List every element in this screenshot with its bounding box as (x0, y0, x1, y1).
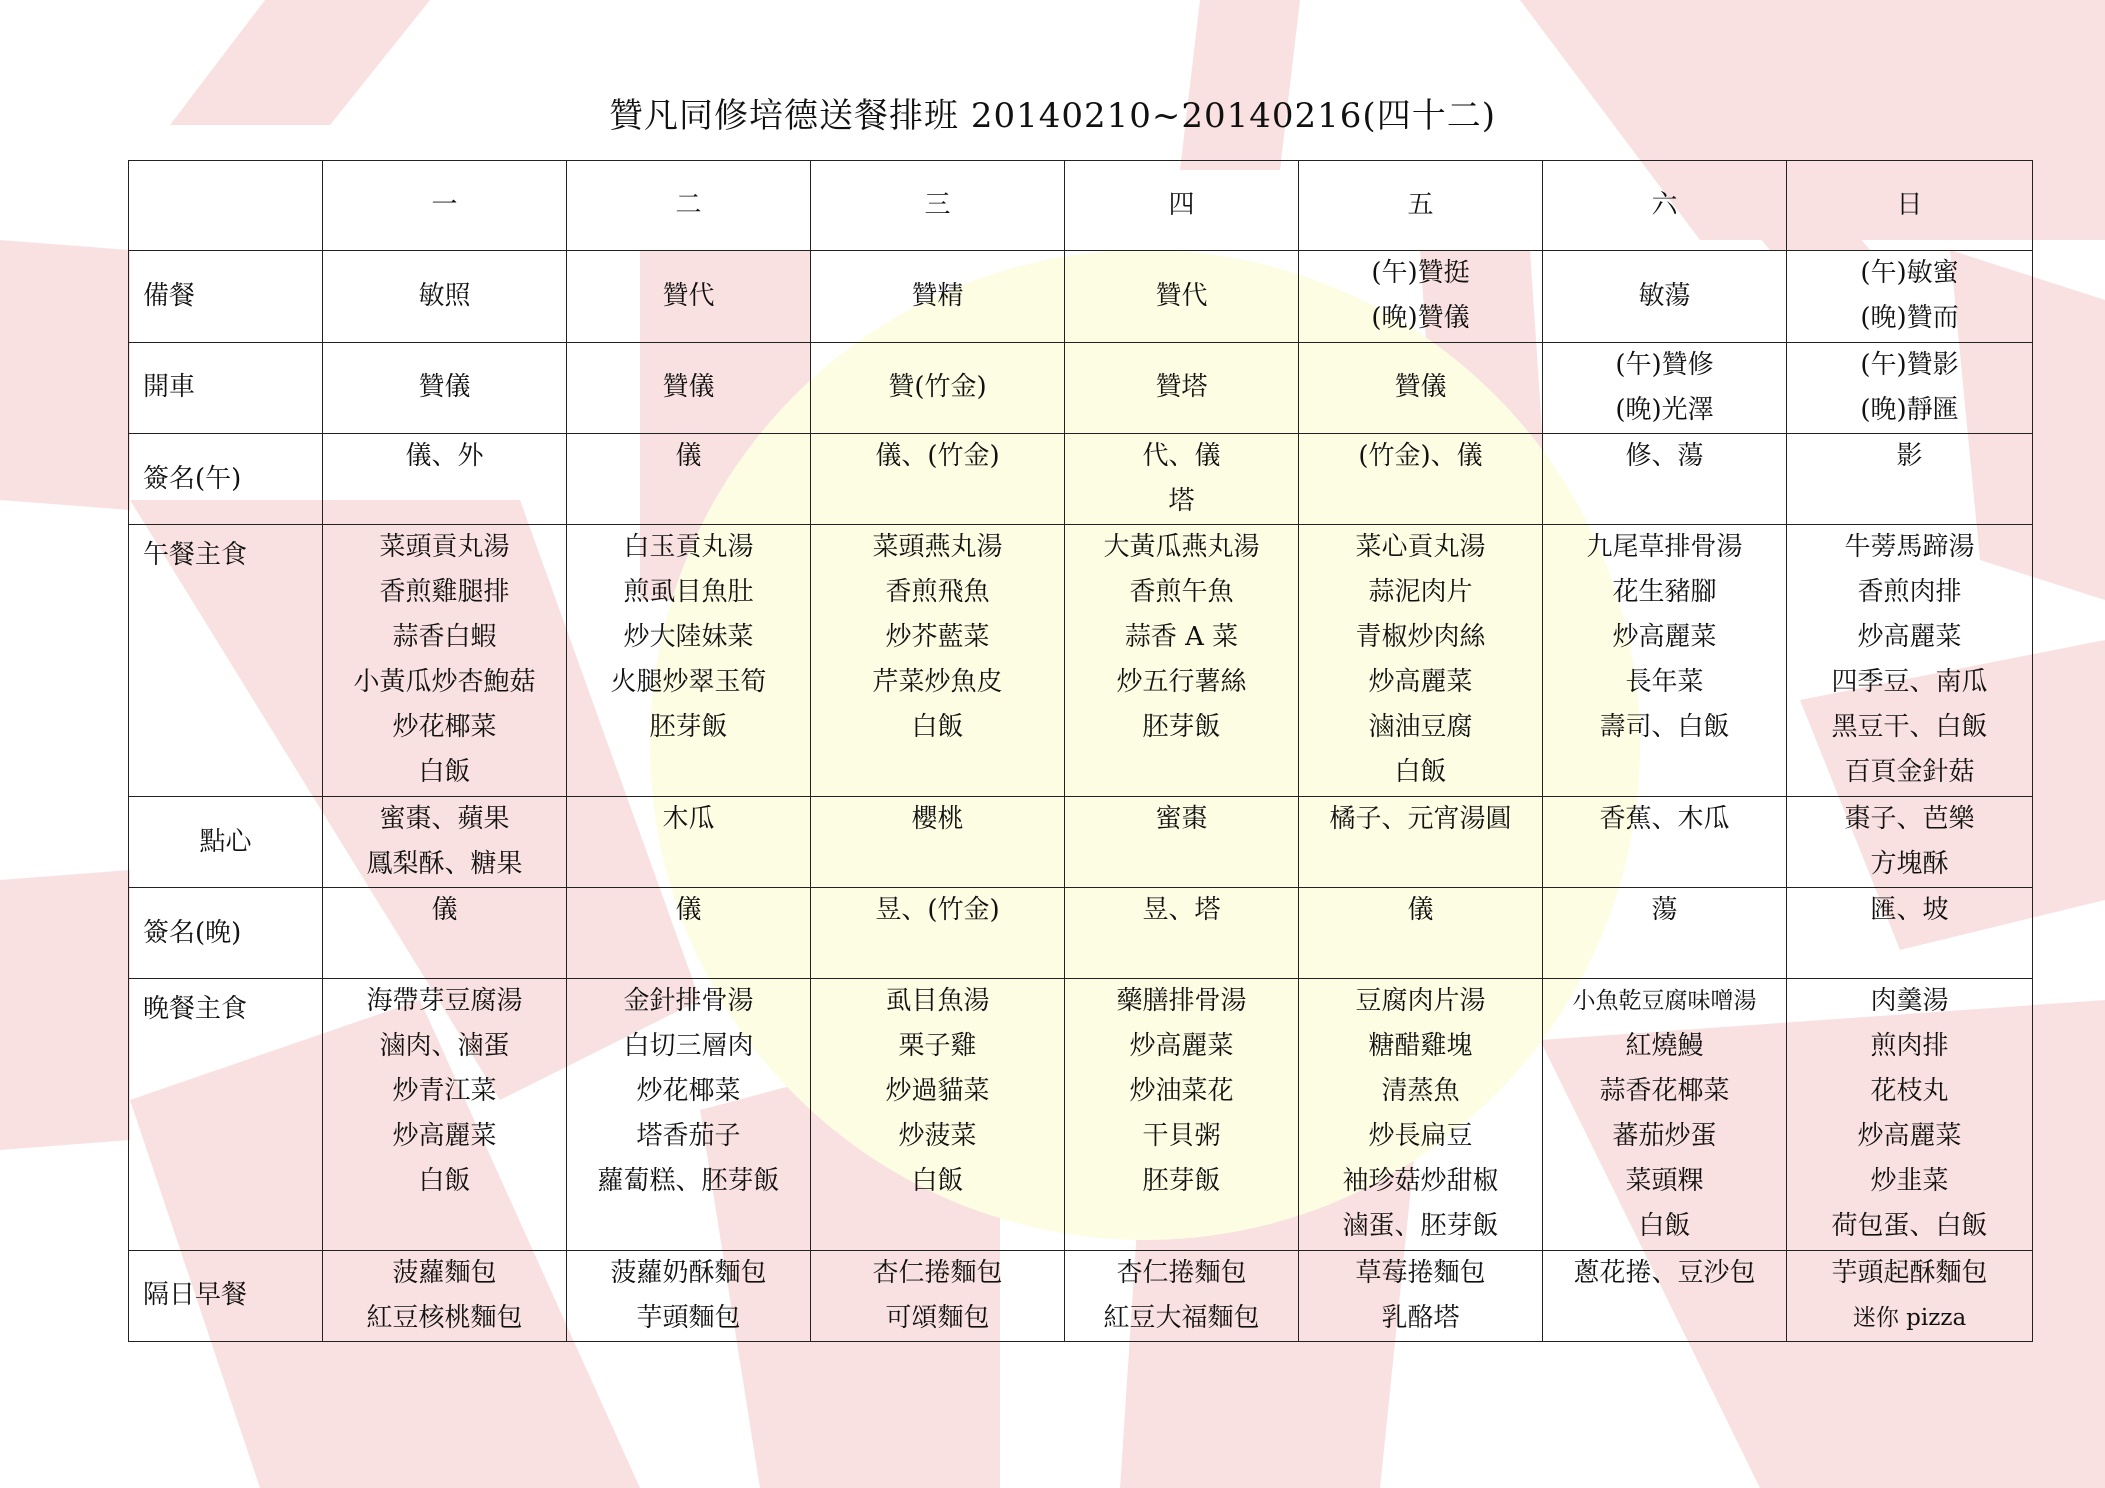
schedule-cell (323, 1250, 567, 1341)
schedule-cell (1299, 888, 1543, 978)
day-header: 一 (323, 161, 567, 251)
cell-line: 塔 (1168, 485, 1195, 516)
schedule-cell (567, 342, 811, 433)
schedule-cell (1543, 251, 1787, 342)
cell-line: 贊代 (662, 280, 715, 311)
cell-line: 儀、外 (405, 440, 484, 471)
cell-line: 橘子、元宵湯圓 (1329, 804, 1512, 835)
schedule-cell (1787, 978, 2033, 1250)
cell-line: 蘿蔔糕、胚芽飯 (597, 1165, 780, 1196)
cell-line: 棗子、芭樂 (1844, 804, 1975, 835)
cell-line: 菜頭粿 (1625, 1165, 1704, 1196)
schedule-cell (1299, 525, 1543, 797)
cell-line: 牛蒡馬蹄湯 (1844, 532, 1975, 563)
schedule-cell (811, 1250, 1065, 1341)
row-label: 隔日早餐 (129, 1250, 323, 1341)
cell-line: 袖珍菇炒甜椒 (1342, 1165, 1499, 1196)
cell-line: 滷油豆腐 (1368, 712, 1473, 743)
cell-line: 白飯 (911, 1165, 964, 1196)
cell-line: 木瓜 (662, 804, 715, 835)
cell-line: 炒五行薯絲 (1116, 667, 1247, 698)
cell-line: (晚)靜匯 (1860, 394, 1959, 425)
cell-line: 蕃茄炒蛋 (1612, 1120, 1717, 1151)
schedule-cell (811, 888, 1065, 978)
schedule-cell (811, 342, 1065, 433)
cell-line: 胚芽飯 (1142, 1165, 1221, 1196)
cell-line: 儀、(竹金) (875, 440, 1000, 471)
cell-line: 白切三層肉 (623, 1030, 754, 1061)
schedule-table (128, 160, 2033, 1342)
cell-line: 長年菜 (1625, 667, 1704, 698)
cell-line: 香蕉、木瓜 (1599, 804, 1730, 835)
row-lunch (129, 525, 2033, 797)
schedule-cell (323, 888, 567, 978)
schedule-cell (1299, 251, 1543, 342)
cell-line: 蒜香白蝦 (392, 622, 497, 653)
schedule-cell (323, 797, 567, 888)
cell-line: 虱目魚湯 (885, 985, 990, 1016)
cell-line: 炒韭菜 (1870, 1165, 1949, 1196)
cell-line: 炒高麗菜 (1857, 1120, 1962, 1151)
schedule-cell (1787, 433, 2033, 524)
cell-line: 芹菜炒魚皮 (872, 667, 1003, 698)
cell-line: 白飯 (911, 712, 964, 743)
cell-line: 滷蛋、胚芽飯 (1342, 1210, 1499, 1241)
cell-line: 炒花椰菜 (392, 712, 497, 743)
schedule-cell (1787, 888, 2033, 978)
cell-line: 栗子雞 (898, 1030, 977, 1061)
cell-line: 炒過貓菜 (885, 1075, 990, 1106)
page-title: 贊凡同修培德送餐排班 20140210~20140216(四十二) (609, 96, 1496, 136)
schedule-cell (567, 797, 811, 888)
schedule-cell (811, 433, 1065, 524)
cell-line: 蔥花捲、豆沙包 (1573, 1257, 1756, 1288)
schedule-cell (1543, 1250, 1787, 1341)
schedule-cell (323, 978, 567, 1250)
cell-line: 香煎雞腿排 (379, 577, 510, 608)
cell-line: 炒青江菜 (392, 1075, 497, 1106)
cell-line: 草莓捲麵包 (1355, 1257, 1486, 1288)
schedule-cell (1787, 525, 2033, 797)
schedule-cell (1299, 342, 1543, 433)
schedule-cell (1543, 342, 1787, 433)
schedule-cell (1065, 1250, 1299, 1341)
cell-line: 炒芥藍菜 (885, 622, 990, 653)
cell-line: 蜜棗 (1155, 804, 1208, 835)
cell-line: 滷肉、滷蛋 (379, 1030, 510, 1061)
schedule-cell (1543, 978, 1787, 1250)
cell-line: 炒高麗菜 (1368, 667, 1473, 698)
cell-line: 胚芽飯 (1142, 712, 1221, 743)
cell-line: 影 (1896, 440, 1923, 471)
row-dinner (129, 978, 2033, 1250)
schedule-cell (811, 978, 1065, 1250)
row-label: 開車 (129, 342, 323, 433)
cell-line: 菠蘿奶酥麵包 (610, 1257, 767, 1288)
cell-line: 黑豆干、白飯 (1831, 712, 1988, 743)
cell-line: 鳳梨酥、糖果 (366, 849, 523, 880)
row-snack (129, 797, 2033, 888)
day-header: 四 (1065, 161, 1299, 251)
schedule-cell (323, 433, 567, 524)
cell-line: 代、儀 (1142, 440, 1221, 471)
cell-line: 白飯 (418, 757, 471, 788)
cell-line: 肉羹湯 (1870, 985, 1949, 1016)
day-header: 六 (1543, 161, 1787, 251)
row-sign-eve (129, 888, 2033, 978)
cell-line: 塔香茄子 (636, 1120, 741, 1151)
cell-line: 香煎肉排 (1857, 577, 1962, 608)
cell-line: 炒高麗菜 (1129, 1030, 1234, 1061)
cell-line: 贊塔 (1155, 372, 1208, 403)
cell-line: (午)敏蜜 (1860, 258, 1959, 289)
schedule-cell (1065, 342, 1299, 433)
cell-line: 贊代 (1155, 280, 1208, 311)
cell-line: 芋頭麵包 (636, 1302, 741, 1333)
cell-line: 小黃瓜炒杏鮑菇 (353, 667, 536, 698)
cell-line: 紅燒鰻 (1625, 1030, 1704, 1061)
schedule-cell (1065, 433, 1299, 524)
cell-line: 白飯 (1638, 1210, 1691, 1241)
corner-cell (129, 161, 323, 251)
row-label: 午餐主食 (129, 525, 323, 797)
cell-line: 白飯 (418, 1165, 471, 1196)
cell-line: 炒高麗菜 (1612, 622, 1717, 653)
cell-line: 金針排骨湯 (623, 985, 754, 1016)
cell-line: 香煎飛魚 (885, 577, 990, 608)
cell-line: 蕩 (1651, 895, 1678, 926)
cell-line: (午)贊影 (1860, 349, 1959, 380)
schedule-cell (1065, 251, 1299, 342)
cell-line: 儀 (675, 440, 702, 471)
cell-line: 小魚乾豆腐味噌湯 (1572, 987, 1757, 1014)
cell-line: 四季豆、南瓜 (1831, 667, 1988, 698)
row-label: 晚餐主食 (129, 978, 323, 1250)
cell-line: 可頌麵包 (885, 1302, 990, 1333)
row-sign-noon (129, 433, 2033, 524)
cell-line: 紅豆核桃麵包 (366, 1302, 523, 1333)
cell-line: 炒長扁豆 (1368, 1120, 1473, 1151)
schedule-cell (1543, 525, 1787, 797)
cell-line: 糖醋雞塊 (1368, 1030, 1473, 1061)
cell-line: 乳酪塔 (1381, 1302, 1460, 1333)
cell-line: 贊(竹金) (888, 372, 987, 403)
cell-line: 修、蕩 (1625, 440, 1704, 471)
cell-line: 荷包蛋、白飯 (1831, 1210, 1988, 1241)
cell-line: 菜頭燕丸湯 (872, 532, 1003, 563)
cell-line: 儀 (1407, 895, 1434, 926)
cell-line: 炒菠菜 (898, 1120, 977, 1151)
cell-line: 炒高麗菜 (392, 1120, 497, 1151)
schedule-cell (1299, 433, 1543, 524)
day-header: 二 (567, 161, 811, 251)
schedule-cell (1787, 1250, 2033, 1341)
cell-line: 花生豬腳 (1612, 577, 1717, 608)
cell-line: 清蒸魚 (1381, 1075, 1460, 1106)
cell-line: (晚)光澤 (1615, 394, 1714, 425)
cell-line: 蒜泥肉片 (1368, 577, 1473, 608)
cell-line: 蜜棗、蘋果 (379, 804, 510, 835)
schedule-cell (1065, 797, 1299, 888)
cell-line: 藥膳排骨湯 (1116, 985, 1247, 1016)
cell-line: 方塊酥 (1870, 849, 1949, 880)
cell-line: 壽司、白飯 (1599, 712, 1730, 743)
schedule-cell (567, 525, 811, 797)
schedule-cell (567, 251, 811, 342)
cell-line: 百頁金針菇 (1844, 757, 1975, 788)
cell-line: 大黃瓜燕丸湯 (1103, 532, 1260, 563)
schedule-cell (1299, 1250, 1543, 1341)
day-header: 三 (811, 161, 1065, 251)
schedule-cell (1065, 978, 1299, 1250)
cell-line: (竹金)、儀 (1358, 440, 1483, 471)
schedule-cell (1787, 251, 2033, 342)
cell-line: 九尾草排骨湯 (1586, 532, 1743, 563)
schedule-cell (567, 978, 811, 1250)
day-header: 日 (1787, 161, 2033, 251)
cell-line: 杏仁捲麵包 (1116, 1257, 1247, 1288)
cell-line: 煎肉排 (1870, 1030, 1949, 1061)
schedule-cell (1543, 888, 1787, 978)
row-breakfast (129, 1250, 2033, 1341)
cell-line: 贊儀 (1394, 372, 1447, 403)
cell-line: 豆腐肉片湯 (1355, 985, 1486, 1016)
schedule-cell (1299, 978, 1543, 1250)
cell-line: 贊儀 (662, 372, 715, 403)
row-label: 備餐 (129, 251, 323, 342)
schedule-cell (811, 525, 1065, 797)
cell-line: 炒油菜花 (1129, 1075, 1234, 1106)
row-kaiche (129, 342, 2033, 433)
cell-line: 花枝丸 (1870, 1075, 1949, 1106)
cell-line: 迷你 pizza (1852, 1304, 1967, 1331)
cell-line: 干貝粥 (1142, 1120, 1221, 1151)
cell-line: 儀 (675, 895, 702, 926)
cell-line: 昱、(竹金) (875, 895, 1000, 926)
cell-line: 蒜香 A 菜 (1124, 622, 1239, 653)
schedule-cell (1065, 525, 1299, 797)
cell-line: 杏仁捲麵包 (872, 1257, 1003, 1288)
schedule-cell (1299, 797, 1543, 888)
schedule-cell (1787, 797, 2033, 888)
cell-line: 菜頭貢丸湯 (379, 532, 510, 563)
schedule-cell (811, 251, 1065, 342)
cell-line: 胚芽飯 (649, 712, 728, 743)
cell-line: 芋頭起酥麵包 (1831, 1257, 1988, 1288)
cell-line: 火腿炒翠玉筍 (610, 667, 767, 698)
header-row (129, 161, 2033, 251)
schedule-cell (567, 1250, 811, 1341)
cell-line: 白玉貢丸湯 (623, 532, 754, 563)
schedule-cell (1787, 342, 2033, 433)
schedule-cell (1543, 433, 1787, 524)
cell-line: 贊精 (911, 280, 964, 311)
row-label: 點心 (129, 797, 323, 888)
cell-line: 蒜香花椰菜 (1599, 1075, 1730, 1106)
cell-line: 儀 (431, 895, 458, 926)
cell-line: (晚)贊儀 (1371, 303, 1470, 334)
cell-line: 贊儀 (418, 372, 471, 403)
cell-line: 紅豆大福麵包 (1103, 1302, 1260, 1333)
cell-line: 煎虱目魚肚 (623, 577, 754, 608)
cell-line: 青椒炒肉絲 (1355, 622, 1486, 653)
cell-line: 敏照 (418, 280, 471, 311)
schedule-cell (567, 888, 811, 978)
cell-line: 海帶芽豆腐湯 (366, 985, 523, 1016)
row-beican (129, 251, 2033, 342)
schedule-cell (1543, 797, 1787, 888)
schedule-cell (323, 342, 567, 433)
schedule-cell (567, 433, 811, 524)
cell-line: 菜心貢丸湯 (1355, 532, 1486, 563)
cell-line: 櫻桃 (911, 804, 964, 835)
schedule-cell (811, 797, 1065, 888)
cell-line: 敏蕩 (1638, 280, 1691, 311)
schedule-cell (1065, 888, 1299, 978)
schedule-cell (323, 251, 567, 342)
cell-line: (午)贊修 (1615, 349, 1714, 380)
row-label: 簽名(晚) (129, 888, 323, 978)
cell-line: 匯、坡 (1870, 895, 1949, 926)
cell-line: 昱、塔 (1142, 895, 1221, 926)
cell-line: 白飯 (1394, 757, 1447, 788)
cell-line: 菠蘿麵包 (392, 1257, 497, 1288)
cell-line: (午)贊挺 (1371, 258, 1470, 289)
cell-line: 炒大陸妹菜 (623, 622, 754, 653)
day-header: 五 (1299, 161, 1543, 251)
schedule-cell (323, 525, 567, 797)
cell-line: 炒高麗菜 (1857, 622, 1962, 653)
cell-line: (晚)贊而 (1860, 303, 1959, 334)
row-label: 簽名(午) (129, 433, 323, 524)
cell-line: 炒花椰菜 (636, 1075, 741, 1106)
cell-line: 香煎午魚 (1129, 577, 1234, 608)
